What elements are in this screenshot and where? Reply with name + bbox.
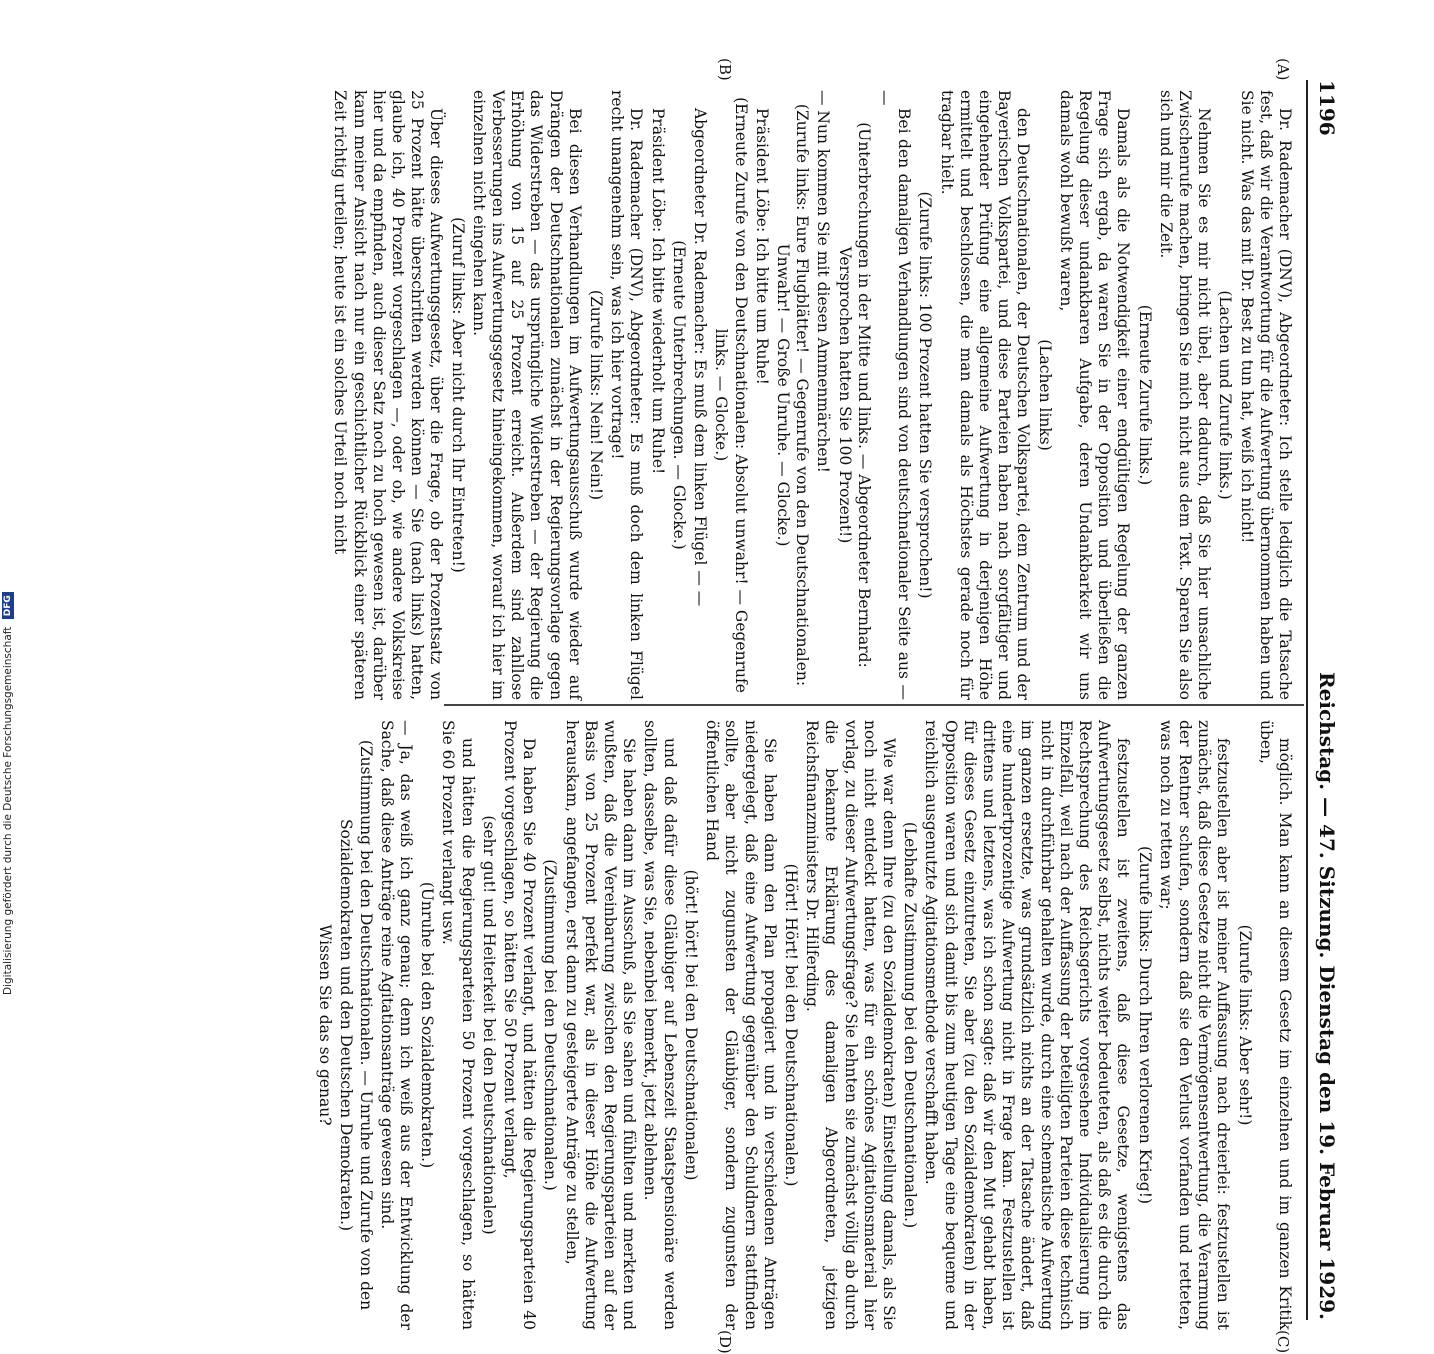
paragraph: (Zurufe links: 100 Prozent hatten Sie versprochen!) [916,191,935,599]
paragraph: (hört! hört! bei den Deutschnationalen) [681,869,700,1181]
paragraph: Bei den damaligen Verhandlungen sind von deutschnationaler Seite aus — — [875,90,914,700]
paragraph: (Zurufe links: Nein! Nein!) [587,289,606,501]
page-number: 1196 [1315,80,1339,136]
paragraph: (sehr gut! und Heiterkeit bei den Deutschnationalen) [479,815,498,1235]
paragraph: (Erneute Unterbrechungen. — Glocke.) [669,240,688,550]
running-head: Reichstag. — 47. Sitzung. Dienstag den 19. Februar 1929. [1315,672,1339,1320]
paragraph: den Deutschnationalen, der Deutschen Volkspartei, dem Zentrum und der Bayerischen Volkspartei, und diese Parteien haben nach sorgfältiger und eingehender Prüfung eine allgemeine Aufwertung in derjenigen Höhe ermittelt und beschlossen, die man damals als Höchstes gerade noch für tragbar hielt. [937,90,1033,700]
paragraph: Damals als die Notwendigkeit einer endgültigen Regelung der ganzen Frage sich ergab, da waren Sie in der Opposition und überließen die Regelung dieser undankbaren Aufgabe, deren Undankbarkeit wir uns damals wohl bewußt waren, [1056,90,1133,700]
paragraph: (Lebhafte Zustimmung bei den Deutschnationalen.) [901,821,920,1229]
margin-letter-d: (D) [716,1330,734,1354]
margin-letter-a: (A) [1274,58,1292,81]
paragraph: (Lachen und Zurufe links.) [1216,290,1235,500]
margin-letter-b: (B) [716,58,734,81]
paragraph: Sie haben dann im Ausschuß, als Sie sahen und fühlten und merkten und wußten, daß die Vereinbarung zwischen den Regierungsparteien auf der Basis von 25 Prozent perfekt war, als in dieser Höhe die Aufwertung herauskam, angefangen, erst dann zu gesteigerte Anträge zu stellen, [562,720,639,1330]
paragraph: Präsident Löbe: Ich bitte um Ruhe! [752,108,771,385]
paragraph: und daß dafür diese Gläubiger auf Lebenszeit Staatspensionäre werden sollten, dasselbe, was Sie, nebenbei bemerkt, jetzt ablehnen. [641,720,679,1330]
credit-strip [2,595,16,995]
margin-letter-c: (C) [1274,1330,1292,1354]
paragraph: Über dieses Aufwertungsgesetz, über die Frage, ob der Prozentsatz von 25 Prozent hätte überschritten werden können — Sie (nach links) hatten, glaube ich, 40 Prozent vorgeschlagen —, oder ob, wie andere Volkskreise hier und da empfinden, auch dieser Satz noch zu hoch gewesen ist, darüber kann meiner Ansicht nach nur ein geschichtlicher Rückblick einer späteren Zeit richtig urteilen; heute ist ein solches Urteil noch nicht [331,90,446,700]
paragraph: (Zurufe links: Eure Flugblätter! — Gegenrufe von den Deutschnationalen: Unwahr! — Große Unruhe. — Glocke.) [773,103,812,687]
column-divider [444,704,1304,706]
paragraph: (Zurufe links: Durch Ihren verlorenen Krieg!) [1135,845,1154,1205]
left-column [328,90,1294,700]
header-rule [1306,80,1308,1320]
paragraph: Nehmen Sie es mir nicht übel, aber dadurch, daß Sie hier unsachliche Zwischenrufe machen, bringen Sie mich nicht aus dem Text. Sparen Sie also sich und mir die Zeit. [1156,90,1214,700]
paragraph: (Erneute Zurufe von den Deutschnationalen: Absolut unwahr! — Gegenrufe links. — Glocke.) [712,97,750,693]
paragraph: möglich. Man kann an diesem Gesetz im einzelnen und im ganzen Kritik üben, [1256,720,1294,1330]
paragraph: (Zustimmung bei den Deutschnationalen. — Unruhe und Zurufe von den Sozialdemokraten und den Deutschen Demokraten.) [337,739,375,1311]
paragraph: (Unterbrechungen in der Mitte und links. — Abgeordneter Bernhard: Versprochen hatten Sie 100 Prozent!) [835,122,873,668]
paragraph: Bei diesen Verhandlungen im Aufwertungsausschuß wurde wieder auf Drängen der Deutschnationalen zunächst in der Regierungsvorlage gegen das Widerstreben — das ursprüngliche Widerstreben — der Regierung die Erhöhung von 15 auf 25 Prozent erreicht. Außerdem sind zahllose Verbesserungen ins Aufwertungsgesetz hineingekommen, worauf ich hier im einzelnen nicht eingehen kann. [469,90,584,700]
paragraph: (Zurufe links: Aber sehr!) [1235,924,1254,1126]
paragraph: festzustellen ist zweitens, daß diese Gesetze, wenigstens das Aufwertungsgesetz selbst, nichts weiter bedeuteten, als daß es die durch die Rechtsprechung des Reichsgerichts vorgesehene Individualisierung im Einzelfall, weil nach der Auffassung der beteiligten Parteien diese technisch nicht in durchführbar gehalten wurde, durch eine schematische Aufwertung im ganzen ersetzte, was grundsätzlich nichts an der Tatsache ändert, daß eine hundertprozentige Aufwertung nicht in Frage kam. Festzustellen ist drittens und letztens, was ich schon sagte: daß wir den Mut gehabt haben, für dieses Gesetz einzutreten, Sie aber (zu den Sozialdemokraten) in der Opposition waren und sich damit bis zum heutigen Tage eine bequeme und reichlich ausgenutzte Agitationsmethode verschafft haben. [922,720,1133,1330]
right-column [313,720,1294,1330]
paragraph: (Lachen links) [1035,339,1054,451]
paragraph: (Hört! Hört! bei den Deutschnationalen.) [781,863,800,1187]
paragraph: festzustellen aber ist meiner Auffassung nach dreierlei: festzustellen ist zunächst, daß diese Gesetze nicht die Vermögensentwertung, die Verarmung der Rentner schufen, sondern daß sie den Verlust vorfanden und retteten, was noch zu retten war; [1156,720,1233,1330]
paragraph: Wie war denn Ihre (zu den Sozialdemokraten) Einstellung damals, als Sie noch nicht entdeckt hatten, was für ein schönes Agitationsmaterial hier vorlag, zu dieser Aufwertungsfrage? Sie lehnten sie zunächst völlig ab durch die bekannte Erklärung des damaligen Abgeordneten, jetzigen Reichsfinanzministers Dr. Hilferding. [803,720,898,1330]
paragraph: Präsident Löbe: Ich bitte wiederholt um Ruhe! [648,108,667,475]
paragraph: und hätten die Regierungsparteien 50 Prozent vorgeschlagen, so hätten Sie 60 Prozent verlangt usw. [439,720,477,1330]
paragraph: (Zustimmung bei den Deutschnationalen.) [541,859,560,1191]
paragraph: Da haben Sie 40 Prozent verlangt, und hätten die Regierungsparteien 40 Prozent vorgeschlagen, so hätten Sie 50 Prozent verlangt, [501,720,539,1330]
paragraph: Wissen Sie das so genau? [316,924,335,1126]
paragraph: — Ja, das weiß ich ganz genau; denn ich weiß aus der Entwicklung der Sache, daß diese Anträge reine Agitationsanträge gewesen sind. [377,720,416,1330]
paragraph: — Nun kommen Sie mit diesen Ammenmärchen! [814,90,833,473]
paragraph: Dr. Rademacher (DNV), Abgeordneter: Ich stelle lediglich die Tatsache fest, daß wir die Verantwortung für die Aufwertung übernommen haben und Sie nicht. Was das mit Dr. Best zu tun hat, weiß ich nicht! [1237,90,1294,700]
page-header [1315,80,1339,1320]
dfg-logo: DFG [2,592,14,619]
digitization-credit: Digitalisierung gefördert durch die Deutsche Forschungsgemeinschaft [2,626,14,995]
paragraph: (Zuruf links: Aber nicht durch Ihr Eintreten!) [448,217,467,573]
paragraph: Abgeordneter Dr. Rademacher: Es muß dem linken Flügel — — [691,108,710,607]
paragraph: Sie haben dann den Plan propagiert und in verschiedenen Anträgen niedergelegt, daß eine Aufwertung gegenüber den Schuldnern stattfinden sollte, aber nicht zugunsten der Gläubiger, sondern zugunsten der öffentlichen Hand [703,720,779,1330]
paragraph: Dr. Rademacher (DNV), Abgeordneter: Es muß doch dem linken Flügel recht unangenehm sein, was ich hier vortrage! [608,90,646,700]
paragraph: (Unruhe bei den Sozialdemokraten.) [418,881,437,1169]
paragraph: (Erneute Zurufe links.) [1135,304,1154,486]
